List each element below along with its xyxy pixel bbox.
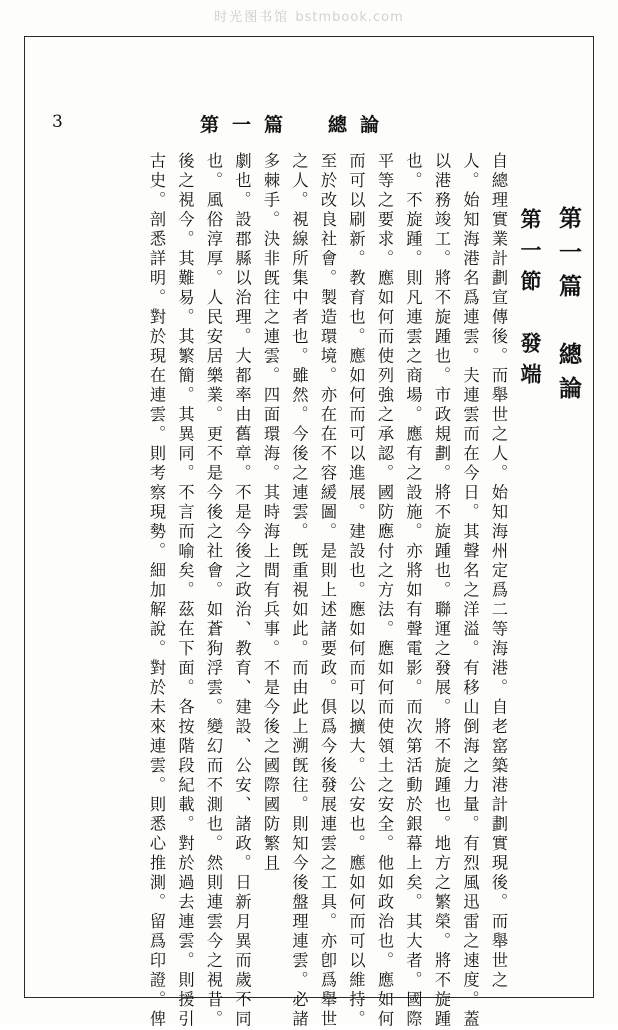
- page-number: 3: [52, 112, 63, 132]
- text-column: 後之視今。其難易。其繁簡。其異同。不言而喻矣。茲在下面。各按階段紀載。對於過去連雲。則援引: [175, 152, 195, 1030]
- running-head: 第一篇 總論: [200, 114, 393, 136]
- text-column: 古史。剖悉詳明。對於現在連雲。則考察現勢。細加解說。對於未來連雲。則悉心推測。留爲印證。俾: [147, 152, 166, 1030]
- text-column: 至於改良社會。製造環境。亦在在不容緩圖。是則上述諸要政。俱爲今後發展連雲之工具。亦卽爲舉世: [318, 152, 337, 1030]
- watermark-latin-text: bstmbook.com: [295, 10, 404, 25]
- text-column: 而可以刷新。教育也。應如何而可以進展。建設也。應如何而可以擴大。公安也。應如何而可以維持。: [346, 152, 366, 1030]
- text-column: 自總理實業計劃宣傳後。而舉世之人。始知海州定爲二等海港。自老窰築港計劃實現後。而舉世之: [489, 152, 508, 991]
- section-heading: 第一節 發端: [518, 208, 543, 394]
- text-column: 多棘手。決非旣往之連雲。四面環海。其時海上間有兵事。不是今後之國際國防繁且: [261, 152, 280, 874]
- vertical-text-body: [38, 150, 586, 1030]
- watermark-cjk-text: 时光图书馆: [214, 10, 290, 25]
- text-column: 平等之要求。應如何而使列強之承認。國防應付之方法。應如何而使領土之安全。他如政治也。應如何: [375, 152, 394, 1030]
- text-column: 以港務竣工。將不旋踵也。市政規劃。將不旋踵也。聯運之發展。將不旋踵也。地方之繁榮。將不旋踵: [432, 152, 451, 1030]
- running-head-row: [40, 110, 580, 140]
- text-column: 劇也。設郡縣以治理。大都率由舊章。不是今後之政治、教育、建設、公安、諸政。日新月異而歲不同: [232, 152, 252, 1030]
- text-column: 也。風俗淳厚。人民安居樂業。更不是今後之社會。如蒼狗浮雲。變幻而不測也。然則連雲今之視昔。: [204, 152, 223, 1030]
- part-heading: 第一篇 總論: [555, 206, 582, 410]
- text-column: 人。始知海港名爲連雲。夫連雲而在今日。其聲名之洋溢。有移山倒海之力量。有烈風迅雷之速度。蓋: [460, 152, 480, 1030]
- text-column: 之人。視線所集中者也。雖然。今後之連雲。旣重視如此。而由此上溯旣往。則知今後盤理連雲。必諸: [289, 152, 309, 1030]
- scanner-watermark: [0, 6, 618, 25]
- text-column: 也。不旋踵。則凡連雲之商場。應有之設施。亦將如有聲電影。而次第活動於銀幕上矣。其大者。國際: [403, 152, 423, 1030]
